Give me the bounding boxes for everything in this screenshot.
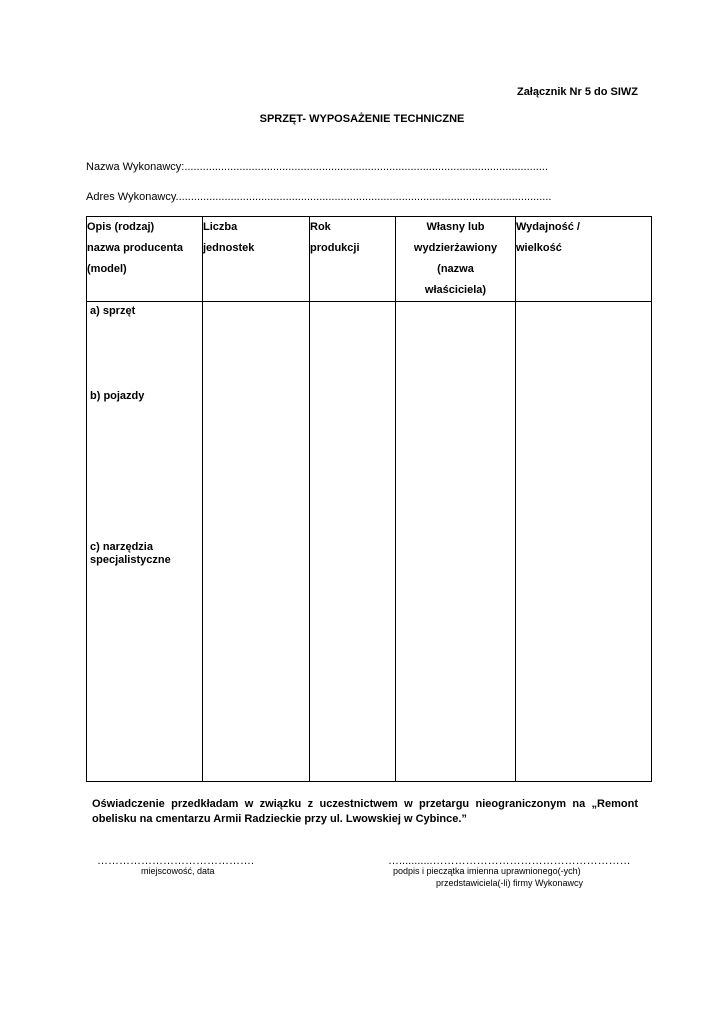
attachment-label: Załącznik Nr 5 do SIWZ [516, 86, 638, 98]
header-text: (nazwa [437, 263, 474, 275]
table-header-row [87, 217, 652, 302]
header-text: wydzierżawiony [413, 242, 498, 254]
statement-text: Oświadczenie przedkładam w związku z uczestnictwem w przetargu nieograniczonym na „Remont obelisku na cmentarzu Armii Radzieckie przy ul. Lwowskiej w Cybince.” [92, 798, 638, 825]
category-vehicles: b) pojazdy [90, 390, 145, 402]
header-text: właściciela) [424, 284, 487, 296]
document-title: SPRZĘT- WYPOSAŻENIE TECHNICZNE [259, 113, 465, 125]
category-tools-line1: c) narzędzia [90, 541, 153, 553]
category-tools-line2: specjalistyczne [90, 554, 171, 566]
header-capacity [516, 217, 652, 302]
category-cell [87, 302, 203, 782]
header-text: (model) [87, 263, 127, 275]
header-text: produkcji [310, 242, 360, 254]
header-text: nazwa producenta [87, 242, 183, 254]
capacity-cell [516, 302, 652, 782]
year-cell [310, 302, 396, 782]
header-year [310, 217, 396, 302]
contractor-address-field: Adres Wykonawcy........................................................................................................................... [86, 191, 552, 203]
header-text: Rok [310, 221, 331, 233]
place-date-line: ……………………………………. [97, 855, 255, 867]
header-text: Liczba [203, 221, 238, 233]
header-text: Wydajność / [516, 221, 580, 233]
header-ownership [396, 217, 516, 302]
contractor-name-field: Nazwa Wykonawcy:....................................................................................................................... [86, 161, 548, 173]
header-text: Własny lub [426, 221, 485, 233]
ownership-cell [396, 302, 516, 782]
units-cell [203, 302, 310, 782]
category-equipment: a) sprzęt [90, 305, 136, 317]
table-body-row [87, 302, 652, 782]
header-description [87, 217, 203, 302]
equipment-table [86, 216, 652, 782]
header-units [203, 217, 310, 302]
signature-line: …...........……………………………………………… [388, 855, 631, 867]
header-text: jednostek [203, 242, 255, 254]
header-text: wielkość [516, 242, 562, 254]
header-text: Opis (rodzaj) [87, 221, 155, 233]
signature-caption-line2: przedstawiciela(-li) firmy Wykonawcy [436, 878, 583, 888]
place-date-caption: miejscowość, data [141, 866, 215, 876]
signature-caption-line1: podpis i pieczątka imienna uprawnionego(-ych) [393, 866, 581, 876]
